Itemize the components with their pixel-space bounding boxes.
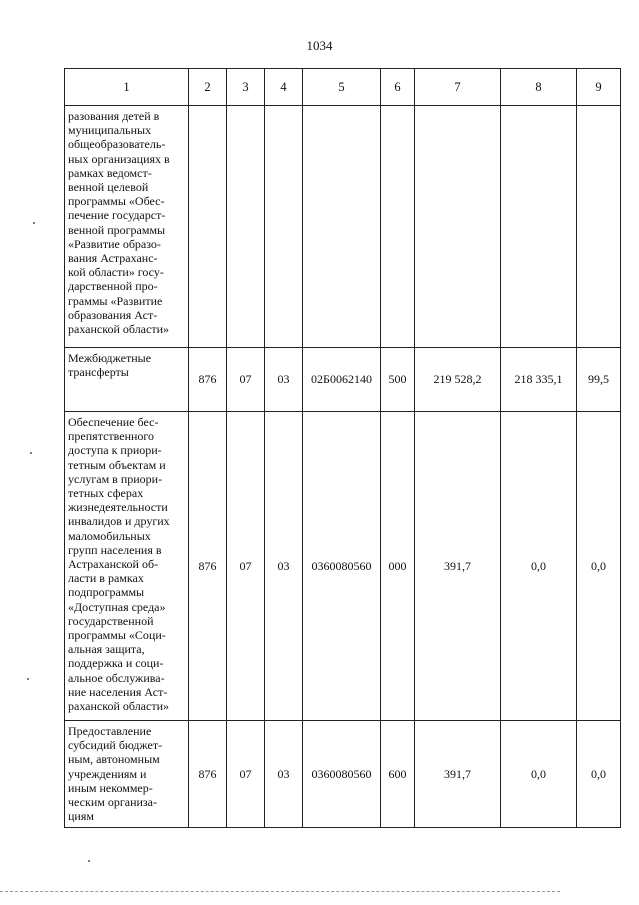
cell-c2: 876 <box>189 721 227 828</box>
row-description-text: разования детей в муниципальных общеобразователь- ных организациях в рамках ведомст- венной целевой программы «Обес- печение государст- венной программы «Развитие образо- вания Астраханс- кой области» госу- дарственной про- граммы «Развитие образования Аст- раханской области» <box>68 109 170 337</box>
cell-c3 <box>227 106 265 348</box>
cell-c2 <box>189 106 227 348</box>
cell-c4: 03 <box>265 412 303 721</box>
cell-c5: 02Б0062140 <box>303 348 381 412</box>
cell-c4: 03 <box>265 348 303 412</box>
cell-c8: 218 335,1 <box>501 348 577 412</box>
cell-c3: 07 <box>227 348 265 412</box>
cell-c6 <box>381 106 415 348</box>
table-row <box>65 348 621 412</box>
header-cell-5: 5 <box>303 69 381 106</box>
header-cell-1: 1 <box>65 69 189 106</box>
table-row <box>65 106 621 348</box>
cell-c8 <box>501 106 577 348</box>
cell-c8: 0,0 <box>501 721 577 828</box>
cell-c7: 391,7 <box>415 412 501 721</box>
header-cell-8: 8 <box>501 69 577 106</box>
cell-c7: 219 528,2 <box>415 348 501 412</box>
scan-speck <box>33 222 35 224</box>
scan-speck <box>30 452 32 454</box>
cell-c3: 07 <box>227 721 265 828</box>
header-cell-6: 6 <box>381 69 415 106</box>
header-cell-7: 7 <box>415 69 501 106</box>
header-cell-2: 2 <box>189 69 227 106</box>
scan-speck <box>88 860 90 862</box>
header-row <box>65 69 621 106</box>
budget-table <box>64 68 621 828</box>
cell-c7: 391,7 <box>415 721 501 828</box>
table-row <box>65 412 621 721</box>
cell-c9 <box>577 106 621 348</box>
header-cell-3: 3 <box>227 69 265 106</box>
cell-c6: 000 <box>381 412 415 721</box>
row-description-text: Обеспечение бес- препятственного доступа к приори- тетным объектам и услугам в приори- тетных сферах жизнедеятельности инвалидов и других маломобильных групп населения в Астраханской об- ласти в рамках подпрограммы «Доступная среда» государственной программы «Соци- альная защита, поддержка и соци- альное обслужива- ние населения Аст- раханской области» <box>68 415 170 714</box>
footer-rule <box>0 891 560 892</box>
header-cell-9: 9 <box>577 69 621 106</box>
row-description-text: Предоставление субсидий бюджет- ным, автономным учреждениям и иным некоммер- ческим организа- циям <box>68 724 163 824</box>
scan-speck <box>27 678 29 680</box>
row-description <box>65 721 189 828</box>
row-description <box>65 412 189 721</box>
cell-c2: 876 <box>189 348 227 412</box>
cell-c3: 07 <box>227 412 265 721</box>
cell-c2: 876 <box>189 412 227 721</box>
cell-c7 <box>415 106 501 348</box>
cell-c5 <box>303 106 381 348</box>
row-description <box>65 106 189 348</box>
header-cell-4: 4 <box>265 69 303 106</box>
table-row <box>65 721 621 828</box>
cell-c9: 0,0 <box>577 412 621 721</box>
cell-c4: 03 <box>265 721 303 828</box>
cell-c6: 500 <box>381 348 415 412</box>
cell-c8: 0,0 <box>501 412 577 721</box>
cell-c5: 0360080560 <box>303 721 381 828</box>
cell-c4 <box>265 106 303 348</box>
row-description-text: Межбюджетные трансферты <box>68 351 152 380</box>
row-description <box>65 348 189 412</box>
cell-c6: 600 <box>381 721 415 828</box>
page-number: 1034 <box>306 38 333 53</box>
cell-c9: 0,0 <box>577 721 621 828</box>
cell-c9: 99,5 <box>577 348 621 412</box>
cell-c5: 0360080560 <box>303 412 381 721</box>
